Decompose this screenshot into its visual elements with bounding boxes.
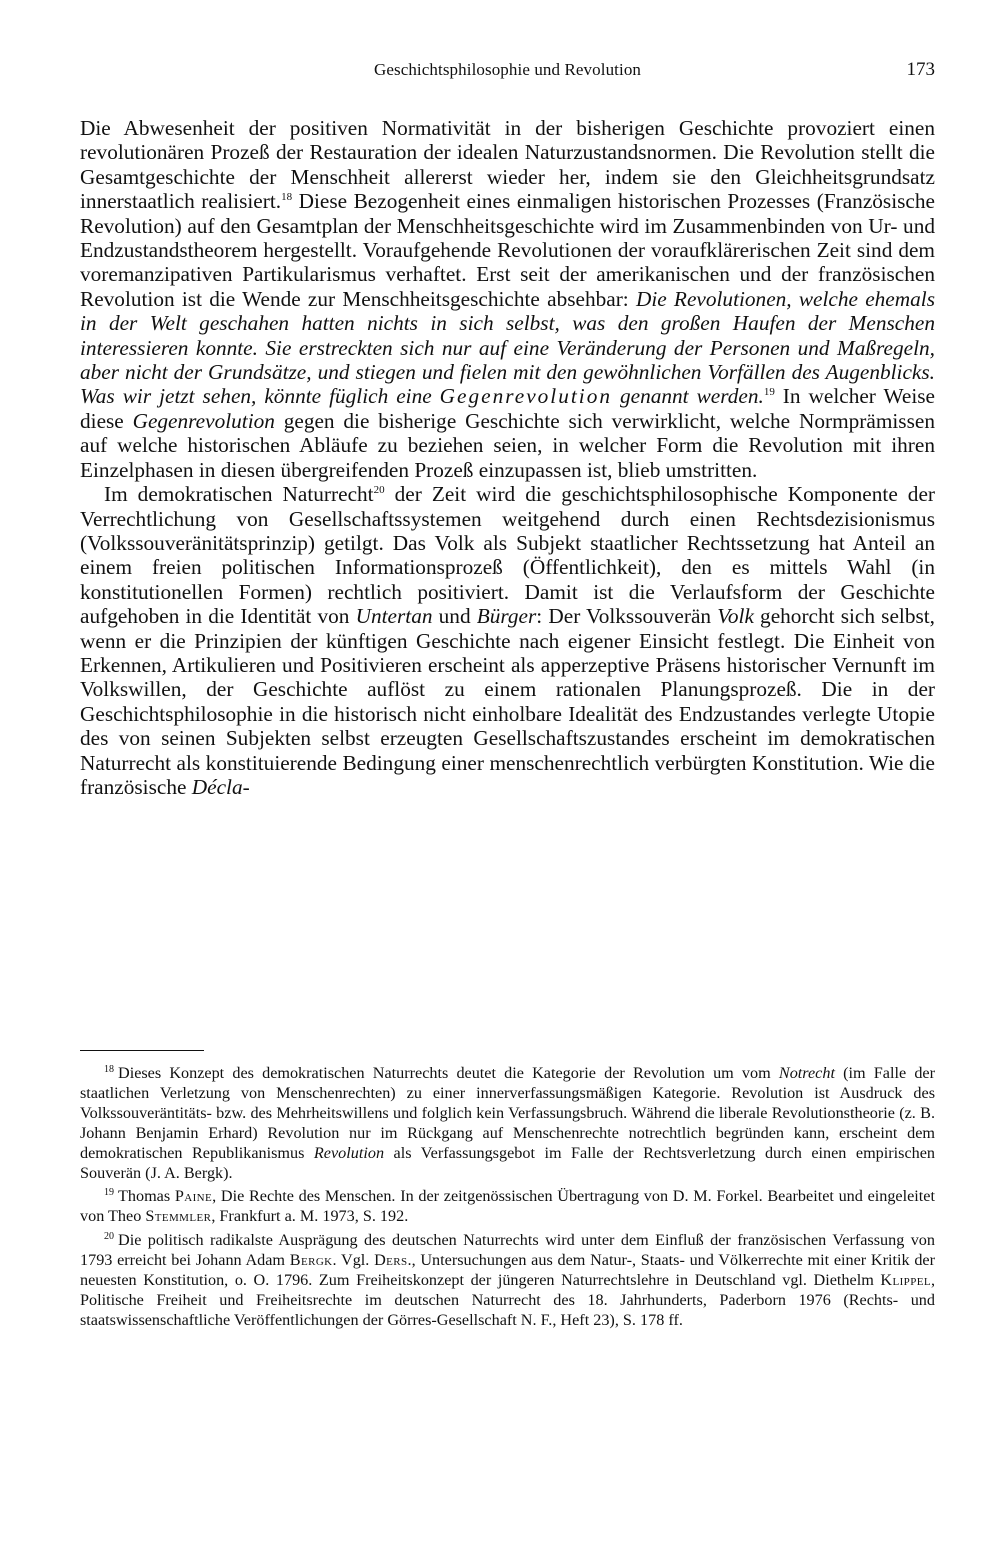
paragraph-2 [80, 482, 935, 799]
footnote-number: 19 [104, 1187, 114, 1199]
footnote-20 [80, 1231, 935, 1331]
emphasis: Revolution [313, 1143, 385, 1162]
emphasis: Notrecht [778, 1064, 835, 1082]
emphasis: Gegenrevolution [132, 408, 275, 433]
author-name: Paine [174, 1187, 213, 1206]
text-span: Im demokratischen Naturrecht [104, 482, 374, 507]
emphasis: Bürger [476, 604, 537, 629]
page-header [80, 60, 935, 90]
quote-text: genannt werden. [612, 384, 764, 409]
text-span: Die politisch radikalste Ausprägung des deutschen Naturrechts wird unter dem Einfluß der französischen Verfassung von 1793 erreicht bei Johann Adam [80, 1231, 935, 1270]
emphasis: Volk [717, 604, 754, 629]
text-span: , Frankfurt a. M. 1973, S. 192. [211, 1207, 409, 1226]
author-name: Bergk [289, 1251, 333, 1270]
footnote-19 [80, 1187, 935, 1227]
footnote-ref-18[interactable]: 18 [281, 191, 293, 204]
text-span: und [432, 604, 477, 629]
text-span: . Vgl. [332, 1251, 375, 1270]
emphasis: Décla- [191, 774, 250, 799]
text-span: der Zeit wird die geschichtsphilosophische Komponente der Verrechtlichung von Gesellschaftssystemen weitgehend durch einen Rechtsdezisionismus (Volkssouveränitätsprinzip) getilgt. Das Volk als Subjekt staatlicher Rechtssetzung hat Anteil an einem freien politischen Informationsprozeß (Öffentlichkeit), den es mittels Wahl (in konstitutionellen Formen) rechtlich positiviert. Damit ist die Verlaufsform der Geschichte aufgehoben in die Identität von [80, 482, 935, 629]
text-span: Diese Bezogenheit eines einmaligen historischen Prozesses (Französische Revolution) auf den Gesamtplan der Menschheitsgeschichte wird im Zusammenbinden von Ur- und Endzustandstheorem hergestellt. Voraufgehende Revolutionen der voraufklärerischen Zeit sind dem voremanzipativen Partikularismus verhaftet. Erst seit der amerikanischen und der französischen Revolution ist die Wende zur Menschheitsgeschichte absehbar: [80, 189, 935, 311]
quote-text: Die Revolutionen, welche ehemals in der Welt geschahen hatten nichts in sich selbst, was den großen Haufen der Menschen interessieren konnte. Sie erstreckten sich nur auf eine Veränderung der Personen und Maßregeln, aber nicht der Grundsätze, und stiegen und fielen mit den gewöhnlichen Vorfällen des Augenblicks. Was wir jetzt sehen, könnte füglich eine [80, 286, 935, 409]
text-span: (im Falle der staatlichen Verletzung von Menschenrechten) zu einer innerverfassungsmäßigen Kategorie. Revolution ist Ausdruck des Volkssouveräntitäts- bzw. des Mehrheitswillens und folglich kein Verfassungsbruch. Während die liberale Revolutionstheorie (z. B. Johann Benjamin Erhard) Revolution nur im Rückgang auf Menschenrechte notrechtlich begründen kann, erscheint dem demokratischen Republikanismus [80, 1064, 935, 1162]
footnote-number: 20 [104, 1231, 114, 1243]
author-name: Ders [374, 1251, 408, 1270]
text-span: Dieses Konzept des demokratischen Naturrechts deutet die Kategorie der Revolution um vom [118, 1064, 779, 1082]
footnote-ref-20[interactable]: 20 [373, 484, 385, 497]
footnote-number: 18 [104, 1064, 114, 1075]
text-span: In welcher Weise diese [80, 384, 935, 433]
main-text [80, 116, 935, 799]
author-name: Klippel [880, 1271, 931, 1290]
footnote-divider [80, 1050, 204, 1051]
page-number: 173 [906, 59, 935, 80]
running-head: Geschichtsphilosophie und Revolution [373, 60, 642, 79]
footnote-ref-19[interactable]: 19 [763, 386, 775, 399]
emphasis: Untertan [355, 604, 433, 629]
paragraph-1 [80, 116, 935, 482]
text-span: als Verfassungsgebot im Falle der Rechtsverletzung durch einen empirischen Souverän (J. A. Bergk). [80, 1143, 935, 1182]
text-span: gehorcht sich selbst, wenn er die Prinzipien der künftigen Geschichte nach eigener Einsicht festlegt. Die Einheit von Erkennen, Artikulieren und Positivieren erscheint als apperzeptive Präsens historischer Vernunft im Volkswillen, der Geschichte auflöst zu einem rationalen Planungsprozeß. Die in der Geschichtsphilosophie in die historisch nicht einholbare Idealität des Endzustandes verlegte Utopie des von seinen Subjekten selbst erzeugten Gesellschaftszustandes erscheint im demokratischen Naturrecht als konstituierende Bedingung einer menschenrechtlich verbürgten Konstitution. Wie die französische [80, 604, 936, 799]
text-span: : Der Volkssouverän [536, 604, 718, 629]
text-span: , Die Rechte des Menschen. In der zeitgenössischen Übertragung von D. M. Forkel. Bearbeitet und eingeleitet von Theo [80, 1187, 935, 1226]
text-span: Die Abwesenheit der positiven Normativität in der bisherigen Geschichte provoziert einen revolutionären Prozeß der Restauration der idealen Naturzustandsnormen. Die Revolution stellt die Gesamtgeschichte der Menschheit allererst wieder her, indem sie den Gleichheitsgrundsatz innerstaatlich realisiert. [80, 116, 935, 214]
footnotes [80, 1064, 935, 1335]
quote-spaced-word: Gegenrevolution [439, 384, 613, 409]
text-span: gegen die bisherige Geschichte sich verwirklicht, welche Normprämissen auf welche historischen Abläufe zu beziehen seien, in welcher Form die Revolution mit ihren Einzelphasen in diesen übergreifenden Prozeß einzupassen ist, blieb umstritten. [80, 408, 935, 482]
author-name: Stemmler [145, 1207, 212, 1226]
footnote-18 [80, 1064, 935, 1183]
text-span: Thomas [118, 1187, 175, 1206]
text-span: , Politische Freiheit und Freiheitsrechte im deutschen Naturrecht des 18. Jahrhunderts, Paderborn 1976 (Rechts- und staatswissenschaftliche Veröffentlichungen der Görres-Gesellschaft N. F., Heft 23), S. 178 ff. [80, 1271, 935, 1329]
text-span: ., Untersuchungen aus dem Natur-, Staats- und Völkerrechte mit einer Kritik der neuesten Konstitution, o. O. 1796. Zum Freiheitskonzept der jüngeren Naturrechtslehre in Deutschland vgl. Diethelm [80, 1251, 935, 1290]
